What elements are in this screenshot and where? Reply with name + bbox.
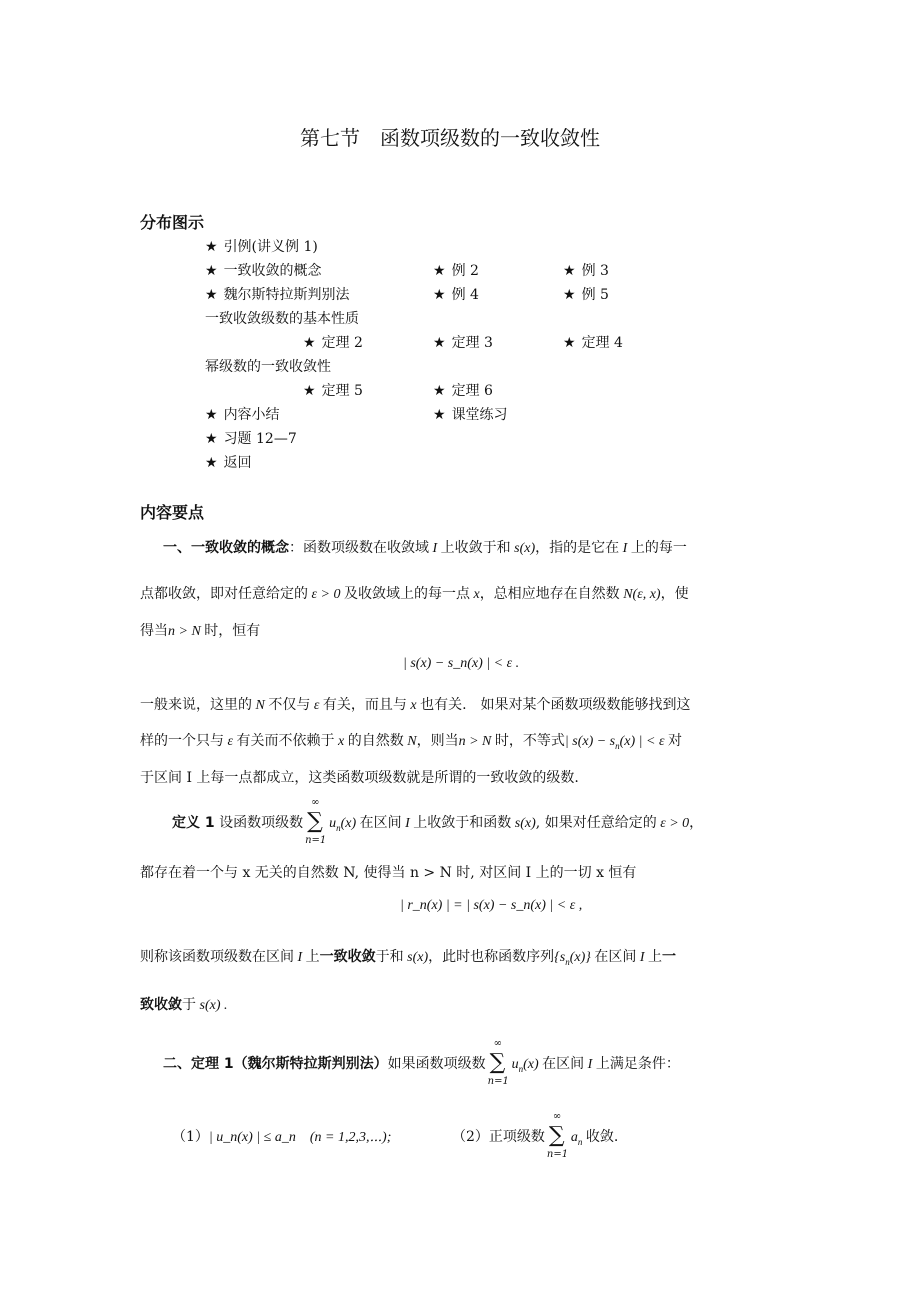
condition-1: （1）| u_n(x) | ≤ a_n (n = 1,2,3,⋯); xyxy=(172,1129,392,1145)
paragraph-line: 样的一个只与 ε 有关而不依赖于 x 的自然数 N，则当n > N 时，不等式| $s(x) - s_n(x)$ | < ε 对 xyxy=(140,733,682,751)
star-icon: ★ xyxy=(433,407,446,423)
formula-remainder: | r_n(x) | = | s(x) − s_n(x) | < ε , xyxy=(400,898,583,913)
definition-1-line: 定义 1 设函数项级数 ∞ ∑ n=1 $u_n(x)$ 在区间 I 上收敛于和函数 s(x), 如果对任意给定的 ε > 0， xyxy=(172,797,704,846)
summation-symbol: ∞ ∑ n=1 xyxy=(305,797,327,846)
paragraph-line: 致收敛于 s(x) . xyxy=(140,997,228,1013)
paragraph-line: 都存在着一个与 x 无关的自然数 N, 使得当 n > N 时, 对区间 I 上的一切 x 恒有 xyxy=(140,865,637,881)
toc-group-power-series: 幂级数的一致收敛性 xyxy=(205,359,331,375)
star-icon: ★ xyxy=(433,383,446,399)
paragraph-line: 于区间 I 上每一点都成立，这类函数项级数就是所谓的一致收敛的级数. xyxy=(140,770,579,786)
star-icon: ★ xyxy=(205,407,218,423)
star-icon: ★ xyxy=(433,263,446,279)
summation-symbol: ∞ ∑ n=1 xyxy=(487,1038,509,1087)
star-icon: ★ xyxy=(563,287,576,303)
toc-link-example-5[interactable]: ★ 例 5 xyxy=(563,287,609,303)
star-icon: ★ xyxy=(205,239,218,255)
toc-link-example-2[interactable]: ★ 例 2 xyxy=(433,263,479,279)
paragraph-line: 点都收敛，即对任意给定的 ε > 0 及收敛域上的每一点 x，总相应地存在自然数 N(ε, x)，使 xyxy=(140,586,689,602)
toc-link-exercises[interactable]: ★ 习题 12—7 xyxy=(205,431,297,447)
star-icon: ★ xyxy=(433,287,446,303)
toc-link-theorem-2[interactable]: ★ 定理 2 xyxy=(303,335,363,351)
toc-link-summary[interactable]: ★ 内容小结 xyxy=(205,407,280,423)
star-icon: ★ xyxy=(563,263,576,279)
toc-link-example-4[interactable]: ★ 例 4 xyxy=(433,287,479,303)
star-icon: ★ xyxy=(205,263,218,279)
condition-2: （2）正项级数 ∞ ∑ n=1 $a_n$ 收敛. xyxy=(452,1111,619,1160)
paragraph-line: 得当n > N 时，恒有 xyxy=(140,623,261,639)
definition-label: 定义 1 xyxy=(172,815,215,831)
section-heading-key-points: 内容要点 xyxy=(140,503,205,522)
toc-link-theorem-5[interactable]: ★ 定理 5 xyxy=(303,383,363,399)
star-icon: ★ xyxy=(303,383,316,399)
star-icon: ★ xyxy=(205,455,218,471)
paragraph-line: 一般来说，这里的 N 不仅与 ε 有关，而且与 x 也有关. 如果对某个函数项级数能够找到这 xyxy=(140,697,691,713)
section-heading-distribution: 分布图示 xyxy=(140,213,205,232)
star-icon: ★ xyxy=(433,335,446,351)
toc-link-theorem-4[interactable]: ★ 定理 4 xyxy=(563,335,623,351)
paragraph-line: 一、一致收敛的概念：函数项级数在收敛域 I 上收敛于和 s(x)，指的是它在 I 上的每一 xyxy=(163,540,687,556)
theorem-1-line: 二、定理 1（魏尔斯特拉斯判别法）如果函数项级数 ∞ ∑ n=1 $u_n(x)$ 在区间 I 上满足条件： xyxy=(163,1038,680,1087)
star-icon: ★ xyxy=(563,335,576,351)
star-icon: ★ xyxy=(303,335,316,351)
formula-uniform-inequality: | s(x) − s_n(x) | < ε . xyxy=(403,656,520,671)
summation-symbol: ∞ ∑ n=1 xyxy=(546,1111,569,1160)
toc-link-return[interactable]: ★ 返回 xyxy=(205,455,252,471)
star-icon: ★ xyxy=(205,287,218,303)
paragraph-line: 则称该函数项级数在区间 I 上一致收敛于和 s(x)，此时也称函数序列$\{s_n(x)\}$ 在区间 I 上一 xyxy=(140,949,677,967)
toc-link-theorem-3[interactable]: ★ 定理 3 xyxy=(433,335,493,351)
toc-link-weierstrass-test[interactable]: ★ 魏尔斯特拉斯判别法 xyxy=(205,287,350,303)
toc-group-basic-properties: 一致收敛级数的基本性质 xyxy=(205,311,359,327)
toc-link-intro-example[interactable]: ★ 引例(讲义例 1) xyxy=(205,239,318,255)
page-title: 第七节 函数项级数的一致收敛性 xyxy=(300,126,600,150)
toc-link-example-3[interactable]: ★ 例 3 xyxy=(563,263,609,279)
toc-link-uniform-convergence-concept[interactable]: ★ 一致收敛的概念 xyxy=(205,263,322,279)
toc-link-class-exercise[interactable]: ★ 课堂练习 xyxy=(433,407,508,423)
toc-link-theorem-6[interactable]: ★ 定理 6 xyxy=(433,383,493,399)
star-icon: ★ xyxy=(205,431,218,447)
